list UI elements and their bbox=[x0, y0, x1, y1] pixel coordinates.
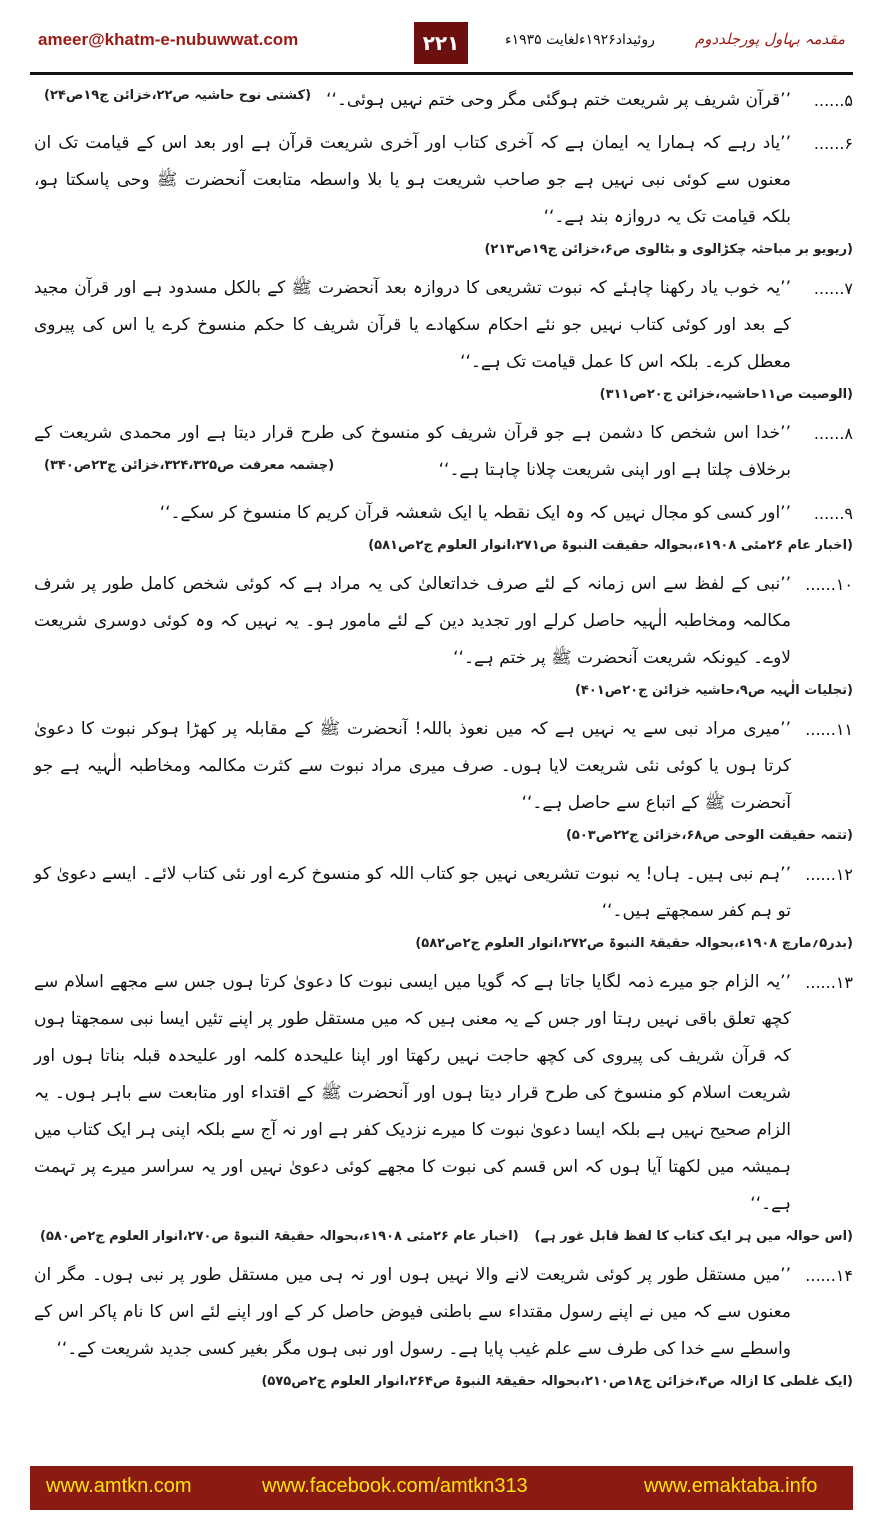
quote-text bbox=[30, 82, 853, 119]
item-number: ۵...... bbox=[813, 91, 853, 110]
citation: (الوصیت ص۱۱حاشیہ،خزائن ج۲۰ص۳۱۱) bbox=[599, 387, 853, 402]
item-number: ۱۳...... bbox=[805, 973, 853, 992]
citation: (کشتی نوح حاشیہ ص۲۲،خزائن ج۱۹ص۲۴) bbox=[44, 88, 312, 103]
quote-item bbox=[30, 495, 853, 560]
quote-body: ’’قرآن شریف پر شریعت ختم ہوگئی مگر وحی ختم نہیں ہوئی۔‘‘ bbox=[326, 90, 791, 110]
citation: (ریویو بر مباحثہ چکڑالوی و بٹالوی ص۶،خزائن ج۱۹ص۲۱۳) bbox=[484, 242, 853, 257]
item-number: ۹...... bbox=[813, 504, 853, 523]
quote-item bbox=[30, 711, 853, 850]
quote-text: ’’نبی کے لفظ سے اس زمانہ کے لئے صرف خداتعالیٰ کی یہ مراد ہے کہ کوئی شخص کامل طور پر شرف مکالمہ ومخاطبہ الٰہیہ حاصل کرلے اور تجدید دین کے لئے مامور ہو۔ یہ نہیں کہ وہ کوئی دوسری شریعت لاوے۔ کیونکہ شریعت آنحضرت ﷺ پر ختم ہے۔‘‘ bbox=[34, 574, 791, 668]
quote-item bbox=[30, 270, 853, 409]
item-number: ۸...... bbox=[813, 424, 853, 443]
citation-row bbox=[30, 1223, 853, 1251]
quote-item bbox=[30, 82, 853, 119]
quote-item bbox=[30, 964, 853, 1251]
quote-item bbox=[30, 1257, 853, 1396]
quote-item bbox=[30, 566, 853, 705]
quote-item bbox=[30, 125, 853, 264]
quote-text: ’’ہم نبی ہیں۔ ہاں! یہ نبوت تشریعی نہیں جو کتاب اللہ کو منسوخ کرے اور نئی کتاب لائے۔ ایسے دعویٰ کو تو ہم کفر سمجھتے ہیں۔‘‘ bbox=[34, 864, 791, 921]
citation: (ایک غلطی کا ازالہ ص۴،خزائن ج۱۸ص۲۱۰،بحوالہ حقیقۃ النبوۃ ص۲۶۴،انوار العلوم ج۲ص۵۷۵) bbox=[261, 1374, 853, 1389]
citation: (بدر۵؍مارچ ۱۹۰۸ء،بحوالہ حقیقۃ النبوۃ ص۲۷۲،انوار العلوم ج۲ص۵۸۲) bbox=[415, 936, 853, 951]
quote-text: ’’اور کسی کو مجال نہیں کہ وہ ایک نقطہ یا ایک شعشہ قرآن کریم کا منسوخ کر سکے۔‘‘ bbox=[159, 503, 791, 523]
citation: (تجلیات الٰہیہ ص۹،حاشیہ خزائن ج۲۰ص۴۰۱) bbox=[574, 683, 853, 698]
quote-item bbox=[30, 856, 853, 958]
citation: (اخبار عام ۲۶مئی ۱۹۰۸ء،بحوالہ حقیقت النبوۃ ص۲۷۱،انوار العلوم ج۲ص۵۸۱) bbox=[368, 538, 853, 553]
item-number: ۱۴...... bbox=[805, 1266, 853, 1285]
footer-link-facebook[interactable]: www.facebook.com/amtkn313 bbox=[262, 1475, 528, 1497]
header-subtitle: روئیداد۱۹۲۶ءلغایت ۱۹۳۵ء bbox=[505, 32, 655, 48]
quote-item bbox=[30, 415, 853, 489]
quote-body: ’’خدا اس شخص کا دشمن ہے جو قرآن شریف کو منسوخ کی طرح قرار دیتا ہے اور محمدی شریعت کے برخلاف چلتا ہے اور اپنی شریعت چلانا چاہتا ہے۔‘‘ bbox=[34, 423, 791, 480]
footer-link-emaktaba[interactable]: www.emaktaba.info bbox=[644, 1475, 818, 1497]
footer-link-amtkn[interactable]: www.amtkn.com bbox=[46, 1475, 192, 1497]
quote-text: ’’یہ خوب یاد رکھنا چاہئے کہ نبوت تشریعی کا دروازہ بعد آنحضرت ﷺ کے بالکل مسدود ہے اور قرآن مجید کے بعد اور کوئی کتاب نہیں جو نئے احکام سکھادے یا قرآن شریف کا حکم منسوخ کرے یا اس کی پیروی معطل کرے۔ بلکہ اس کا عمل قیامت تک ہے۔‘‘ bbox=[34, 278, 791, 372]
citation: (اخبار عام ۲۶مئی ۱۹۰۸ء،بحوالہ حقیقۃ النبوۃ ص۲۷۰،انوار العلوم ج۲ص۵۸۰) bbox=[40, 1229, 519, 1244]
document-body bbox=[30, 82, 853, 1462]
book-title: مقدمہ بہاول پورجلددوم bbox=[694, 30, 845, 48]
header-email[interactable]: ameer@khatm-e-nubuwwat.com bbox=[38, 30, 299, 49]
quote-text: ’’یاد رہے کہ ہمارا یہ ایمان ہے کہ آخری کتاب اور آخری شریعت قرآن ہے اور بعد اس کے قیامت تک ان معنوں سے کوئی نبی نہیں ہے جو صاحب شریعت ہو یا بلا واسطہ متابعت آنحضرت ﷺ وحی پاسکتا ہو، بلکہ قیامت تک یہ دروازہ بند ہے۔‘‘ bbox=[34, 133, 791, 227]
page-number: ۲۲۱ bbox=[414, 22, 468, 64]
quote-text bbox=[30, 415, 853, 489]
header-divider bbox=[30, 72, 853, 75]
item-number: ۷...... bbox=[813, 279, 853, 298]
item-number: ۶...... bbox=[813, 134, 853, 153]
item-number: ۱۰...... bbox=[805, 575, 853, 594]
citation: (تتمہ حقیقت الوحی ص۶۸،خزائن ج۲۲ص۵۰۳) bbox=[565, 828, 853, 843]
item-number: ۱۱...... bbox=[805, 720, 853, 739]
quote-text: ’’میری مراد نبی سے یہ نہیں ہے کہ میں نعوذ باللہ! آنحضرت ﷺ کے مقابلہ پر کھڑا ہوکر نبوت کا دعویٰ کرتا ہوں یا کوئی نئی شریعت لایا ہوں۔ صرف میری مراد نبوت سے کثرت مکالمہ ومخاطبہ الٰہیہ ہے جو آنحضرت ﷺ کے اتباع سے حاصل ہے۔‘‘ bbox=[34, 719, 791, 813]
quote-text: ’’یہ الزام جو میرے ذمہ لگایا جاتا ہے کہ گویا میں ایسی نبوت کا دعویٰ کرتا ہوں جس سے مجھے اسلام سے کچھ تعلق باقی نہیں رہتا اور جس کے یہ معنی ہیں کہ میں مستقل طور پر اپنے تئیں ایسا نبی سمجھتا ہوں کہ قرآن شریف کی پیروی کی کچھ حاجت نہیں رکھتا اور اپنا علیحدہ کلمہ اور علیحدہ قبلہ بناتا ہوں اور شریعت اسلام کو منسوخ کی طرح قرار دیتا ہوں اور آنحضرت ﷺ کے اقتداء اور متابعت سے باہر ہوں۔ یہ الزام صحیح نہیں ہے بلکہ ایسا دعویٰ نبوت کا میرے نزدیک کفر ہے اور نہ آج سے بلکہ اپنی ہر ایک کتاب میں ہمیشہ میں لکھتا آیا ہوں کہ اس قسم کی نبوت کا مجھے کوئی دعویٰ نہیں اور یہ سراسر میرے پر تہمت ہے۔‘‘ bbox=[34, 972, 791, 1214]
citation: (چشمہ معرفت ص۳۲۴،۳۲۵،خزائن ج۲۳ص۳۴۰) bbox=[44, 458, 335, 473]
editor-note: (اس حوالہ میں ہر ایک کتاب کا لفظ قابل غور ہے) bbox=[534, 1229, 853, 1244]
quote-text: ’’میں مستقل طور پر کوئی شریعت لانے والا نہیں ہوں اور نہ ہی میں مستقل طور پر نبی ہوں۔ مگر ان معنوں سے کہ میں نے اپنے رسول مقتداء سے باطنی فیوض حاصل کر کے اور اپنے لئے اس کا نام پاکر اس کے واسطے سے خدا کی طرف سے علم غیب پایا ہے۔ رسول اور نبی ہوں مگر بغیر کسی جدید شریعت کے۔‘‘ bbox=[34, 1265, 791, 1359]
footer-banner bbox=[30, 1466, 853, 1510]
page-header bbox=[0, 0, 881, 75]
item-number: ۱۲...... bbox=[805, 865, 853, 884]
